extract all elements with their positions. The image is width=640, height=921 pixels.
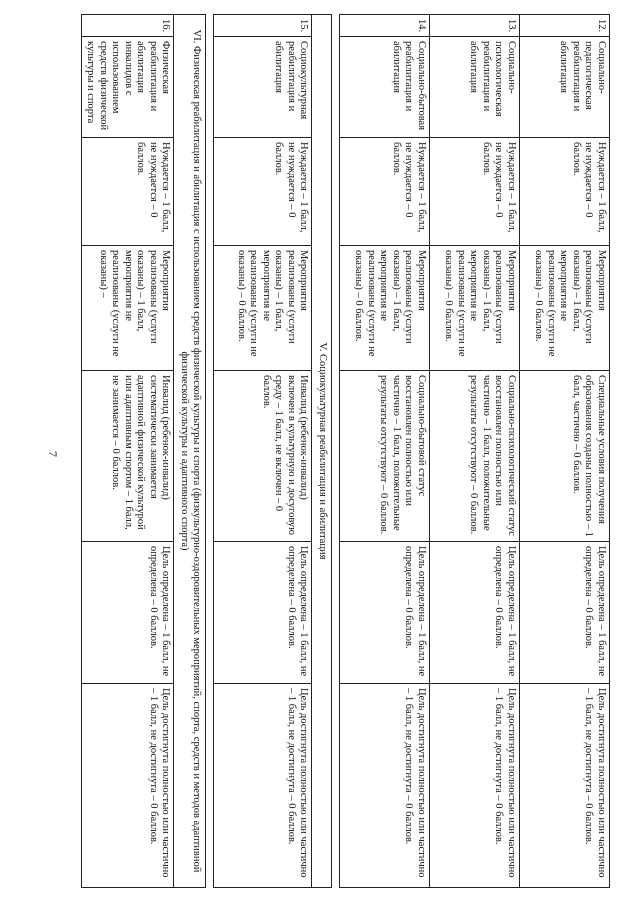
need-cell: Нуждается – 1 балл, не нуждается – 0 баллов. xyxy=(214,138,312,246)
row-number: 14. xyxy=(340,15,430,37)
achieved-cell: Цель достигнута полностью или частично – 1 балл, не достигнута – 0 баллов. xyxy=(520,684,610,888)
row-number: 12. xyxy=(520,15,610,37)
need-cell: Нуждается – 1 балл, не нуждается – 0 баллов. xyxy=(340,138,430,246)
achieved-cell: Цель достигнута полностью или частично – 1 балл, не достигнута – 0 баллов. xyxy=(82,684,175,888)
measures-cell: Мероприятия реализованы (услуги оказаны) – 1 балл, мероприятия не реализованы (услуги не оказаны) – 0 баллов. xyxy=(430,246,520,371)
rehab-type: Социально-бытовая реабилитация и абилитация xyxy=(340,37,430,138)
result-cell: Специальные условия получения образования созданы полностью – 1 балл, частично – 0 баллов. xyxy=(520,371,610,542)
row-number: 13. xyxy=(430,15,520,37)
achieved-cell: Цель достигнута полностью или частично – 1 балл, не достигнута – 0 баллов. xyxy=(430,684,520,888)
result-cell: Инвалид (ребенок-инвалид) включен в культурную и досуговую среду – 1 балл, не включен – 0 баллов. xyxy=(214,371,312,542)
goal-cell: Цель определена – 1 балл, не определена – 0 баллов. xyxy=(82,542,175,684)
row-gap xyxy=(206,15,214,888)
criteria-table xyxy=(81,14,610,888)
need-cell: Нуждается – 1 балл, не нуждается – 0 баллов. xyxy=(82,138,175,246)
achieved-cell: Цель достигнута полностью или частично – 1 балл, не достигнута – 0 баллов. xyxy=(340,684,430,888)
result-cell: Социально-бытовой статус восстановлен полностью или частично – 1 балл, положительные результаты отсутствуют – 0 баллов. xyxy=(340,371,430,542)
criteria-table-wrapper xyxy=(81,14,610,887)
row-number: 15. xyxy=(214,15,312,37)
goal-cell: Цель определена – 1 балл, не определена – 0 баллов. xyxy=(430,542,520,684)
measures-cell: Мероприятия реализованы (услуги оказаны) – 1 балл, мероприятия не реализованы (услуги не оказаны) – 0 баллов. xyxy=(214,246,312,371)
goal-cell: Цель определена – 1 балл, не определена – 0 баллов. xyxy=(214,542,312,684)
rehab-type: Социально-педагогическая реабилитация и абилитация xyxy=(520,37,610,138)
section-heading: V. Социокультурная реабилитация и абилитация xyxy=(312,15,332,888)
goal-cell: Цель определена – 1 балл, не определена – 0 баллов. xyxy=(520,542,610,684)
rehab-type: Физическая реабилитация и абилитация инвалидов с использованием средств физической культуры и спорта xyxy=(82,37,175,138)
measures-cell: Мероприятия реализованы (услуги оказаны) – 1 балл, мероприятия не реализованы (услуги не оказаны) – 0 баллов. xyxy=(340,246,430,371)
rehab-type: Социокультурная реабилитация и абилитация xyxy=(214,37,312,138)
section-heading: VI. Физическая реабилитация и абилитация с использованием средств физической культуры и спорта (физкультурно-оздоровительных мероприятий, спорта, средств и методов адаптивной физической культуры и адаптивного спорта) xyxy=(174,15,206,888)
row-number: 16. xyxy=(82,15,175,37)
measures-cell: Мероприятия реализованы (услуги оказаны) – 1 балл, мероприятия не реализованы (услуги не оказаны) – 0 баллов. xyxy=(520,246,610,371)
measures-cell: Мероприятия реализованы (услуги оказаны) – 1 балл, мероприятия не реализованы (услуги не оказаны) – xyxy=(82,246,175,371)
table-row xyxy=(520,15,610,888)
table-row xyxy=(340,15,430,888)
rehab-type: Социально-психологическая реабилитация и абилитация xyxy=(430,37,520,138)
table-row xyxy=(214,15,312,888)
result-cell: Социально-психологический статус восстановлен полностью или частично – 1 балл, положительные результаты отсутствуют – 0 баллов. xyxy=(430,371,520,542)
table-row xyxy=(430,15,520,888)
row-gap xyxy=(332,15,340,888)
section-heading-row xyxy=(174,15,206,888)
result-cell: Инвалид (ребенок-инвалид) систематически занимается адаптивной физической культурой или адаптивным спортом – 1 балл, не занимается – 0 баллов. xyxy=(82,371,175,542)
table-row xyxy=(82,15,175,888)
need-cell: Нуждается – 1 балл, не нуждается – 0 баллов. xyxy=(520,138,610,246)
achieved-cell: Цель достигнута полностью или частично – 1 балл, не достигнута – 0 баллов. xyxy=(214,684,312,888)
page-number: 7 xyxy=(46,451,60,457)
goal-cell: Цель определена – 1 балл, не определена – 0 баллов. xyxy=(340,542,430,684)
section-heading-row xyxy=(312,15,332,888)
need-cell: Нуждается – 1 балл, не нуждается – 0 баллов. xyxy=(430,138,520,246)
